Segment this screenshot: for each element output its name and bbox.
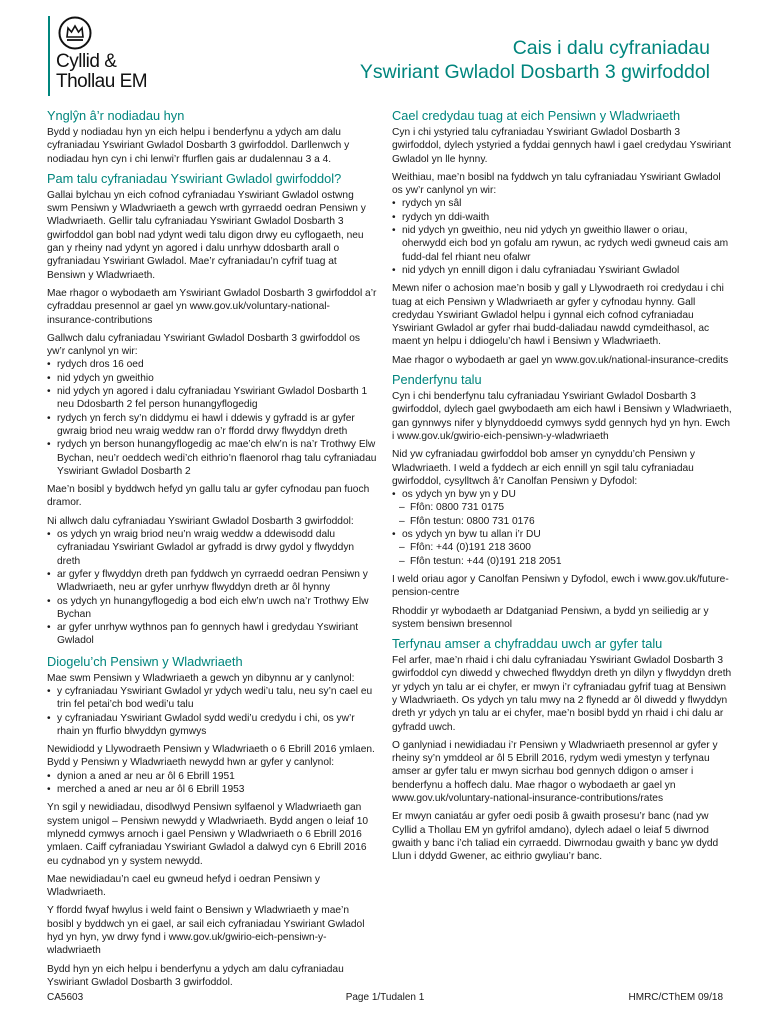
paragraph: Cyn i chi benderfynu talu cyfraniadau Yswiriant Gwladol Dosbarth 3 gwirfoddol, dylech gael gwybodaeth am eich hawl i Bensiwn y Wladwriaeth, gan gynnwys nifer y blynyddoedd cymwys sydd gennych hyd yn hyn. Ewch i www.gov.uk/gwirio-eich-pensiwn-y-wladwriaeth	[392, 391, 732, 442]
paragraph: Mewn nifer o achosion mae’n bosib y gall y Llywodraeth roi credydau i chi tuag at eich Pensiwn y Wladwriaeth ar gyfer y cyfnodau hynny. Gall credydau Yswiriant Gwladol helpu i gynnal eich cofnod cyfraniadau Yswiriant Gwladol ar gyfer rhai budd-daliadau nawdd cymdeithasol, ac maent yn helpu i ddiogelu’ch hawl i Bensiwn y Wladwriaeth.	[392, 283, 724, 348]
paragraph: O ganlyniad i newidiadau i’r Pensiwn y Wladwriaeth presennol ar gyfer y rheiny sy’n ymddeol ar ôl 5 Ebrill 2016, rydym wedi ymestyn y terfynau amser ar gyfer talu er mwyn sicrhau bod gennych ddigon o amser i benderfynu a hoffech dalu. Mae rhagor o wybodaeth ar gael yn www.gov.uk/voluntary-national-insurance-contributions/rates	[392, 739, 718, 805]
list-item: • os ydych yn byw tu allan i’r DU	[392, 528, 732, 541]
list-item: • nid ydych yn agored i dalu cyfraniadau Yswiriant Gwladol Dosbarth 1 neu Ddosbarth 2 fel person hunangyflogedig	[47, 385, 377, 412]
paragraph: Yn sgil y newidiadau, disodlwyd Pensiwn sylfaenol y Wladwriaeth gan system unigol – Pensiwn newydd y Wladwriaeth. Bydd angen o leiaf 10 mlynedd cymwys arnoch i gael Pensiwn y Wladwriaeth o 6 Ebrill 2016 ymlaen. Caiff cyfraniadau Yswiriant Gwladol a dalwyd cyn 6 Ebrill 2016 eu cydnabod yn y system newydd.	[47, 802, 369, 867]
list-item: • os ydych yn hunangyflogedig a bod eich elw’n uwch na’r Trothwy Elw Bychan	[47, 595, 377, 622]
paragraph: Cyn i chi ystyried talu cyfraniadau Yswiriant Gwladol Dosbarth 3 gwirfoddol, dylech ystyried a fyddai gennych hawl i gael credydau Yswiriant Gwladol yn lle hynny.	[392, 127, 732, 165]
list-item: • y cyfraniadau Yswiriant Gwladol sydd wedi’u credydu i chi, os yw’r rhain yn ffurfio blwyddyn gymwys	[47, 712, 377, 739]
list-item: • rydych dros 16 oed	[47, 358, 377, 371]
paragraph: Mae swm Pensiwn y Wladwriaeth a gewch yn dibynnu ar y canlynol:	[47, 672, 355, 684]
list-item: • ar gyfer unrhyw wythnos pan fo gennych hawl i gredydau Yswiriant Gwladol	[47, 621, 377, 648]
list-item: • rydych yn ferch sy’n diddymu ei hawl i ddewis y gyfradd is ar gyfer gwraig briod neu wraig weddw ran o’r ffordd drwy flwyddyn dreth	[47, 412, 377, 439]
right-column	[392, 108, 732, 869]
footer-reference: HMRC/CThEM 09/18	[628, 992, 723, 1003]
phone-line: – Ffôn: +44 (0)191 218 3600	[392, 541, 732, 554]
phone-line: – Ffôn testun: +44 (0)191 218 2051	[392, 555, 732, 568]
paragraph: Mae newidiadau’n cael eu gwneud hefyd i oedran Pensiwn y Wladwriaeth.	[47, 873, 320, 899]
heading-why-pay: Pam talu cyfraniadau Yswiriant Gwladol gwirfoddol?	[47, 170, 342, 186]
paragraph: Mae rhagor o wybodaeth ar gael yn www.gov.uk/national-insurance-credits	[392, 354, 729, 366]
logo-text	[56, 52, 147, 92]
paragraph: Nid yw cyfraniadau gwirfoddol bob amser yn cynyddu’ch Pensiwn y Wladwriaeth. I weld a fyddech ar eich ennill yn sgil talu cyfraniadau gwirfoddol, cysylltwch â’r Canolfan Pensiwn y Dyfodol:	[392, 449, 695, 487]
contact-abroad-list	[392, 541, 732, 568]
list-item: • rydych yn berson hunangyflogedig ac mae’ch elw’n is na’r Trothwy Elw Bychan, neu’r oeddech wedi’ch eithrio’n flaenorol rhag talu cyfraniadau Yswiriant Gwladol Dosbarth 2	[47, 438, 377, 478]
crown-crest-icon	[58, 16, 92, 50]
paragraph: I weld oriau agor y Canolfan Pensiwn y Dyfodol, ewch i www.gov.uk/future-pension-centre	[392, 573, 729, 599]
form-code: CA5603	[47, 992, 84, 1003]
left-column	[47, 108, 377, 994]
phone-line: – Ffôn testun: 0800 731 0176	[392, 515, 732, 528]
page-number: Page 1/Tudalen 1	[345, 992, 425, 1003]
paragraph: Y ffordd fwyaf hwylus i weld faint o Bensiwn y Wladwriaeth y mae’n bosibl y byddwch yn ei gael, ar sail eich cyfraniadau Yswiriant Gwladol hyd yn hyn, yw drwy fynd i www.gov.uk/gwirio-eich-pensiwn-y-wladwriaeth	[47, 905, 365, 957]
list-item: • os ydych yn wraig briod neu’n wraig weddw a ddewisodd dalu cyfraniadau Yswiriant Gwladol ar gyfradd is drwy gydol y flwyddyn dreth	[47, 528, 377, 568]
list-item: • os ydych yn byw yn y DU	[392, 488, 732, 501]
paragraph: Mae rhagor o wybodaeth am Yswiriant Gwladol Dosbarth 3 gwirfoddol a’r cyfraddau presennol ar gael yn www.gov.uk/voluntary-national-insurance-contributions	[47, 287, 377, 326]
paragraph: Rhoddir yr wybodaeth ar Ddatganiad Pensiwn, a bydd yn seiliedig ar y system bensiwn bresennol	[392, 605, 709, 630]
contact-uk-list	[392, 501, 732, 528]
paragraph: Fel arfer, mae’n rhaid i chi dalu cyfraniadau Yswiriant Gwladol Dosbarth 3 gwirfoddol cyn diwedd y chweched flwyddyn dreth yn dilyn y flwyddyn dreth yr ydych yn talu ar ei chyfer, er mwyn i’r cyfraniadau gyfrif tuag at Bensiwn y Wladwriaeth. Os ydych yn talu mwy na 2 flynedd ar ôl diwedd y flwyddyn dreth yr ydych yn talu ar ei chyfer, mae’n bosibl bydd yn rhaid i chi dalu ar gyfradd uwch.	[392, 655, 732, 733]
paragraph: Newidiodd y Llywodraeth Pensiwn y Wladwriaeth o 6 Ebrill 2016 ymlaen. Bydd y Pensiwn y Wladwriaeth newydd hwn ar gyfer y canlynol:	[47, 744, 375, 769]
heading-time-limits: Terfynau amser a chyfraddau uwch ar gyfer talu	[392, 636, 663, 652]
list-item: • dynion a aned ar neu ar ôl 6 Ebrill 1951	[47, 770, 377, 783]
list-item: • rydych yn sâl	[392, 197, 732, 210]
paragraph: Gallwch dalu cyfraniadau Yswiriant Gwladol Dosbarth 3 gwirfoddol os yw’r canlynol yn wir:	[47, 332, 360, 358]
list-item: • nid ydych yn ennill digon i dalu cyfraniadau Yswiriant Gwladol	[392, 264, 732, 277]
contact-list	[392, 528, 732, 541]
paragraph: Ni allwch dalu cyfraniadau Yswiriant Gwladol Dosbarth 3 gwirfoddol:	[47, 515, 354, 527]
heading-protect-pension: Diogelu’ch Pensiwn y Wladwriaeth	[47, 653, 243, 669]
paragraph: Bydd hyn yn eich helpu i benderfynu a ydych am dalu cyfraniadau Yswiriant Gwladol Dosbarth 3 gwirfoddol.	[47, 963, 344, 988]
paragraph: Mae’n bosibl y byddwch hefyd yn gallu talu ar gyfer cyfnodau pan fuoch dramor.	[47, 484, 370, 509]
birthdate-list	[47, 770, 377, 797]
logo-bar	[48, 16, 50, 96]
credits-list	[392, 197, 732, 277]
pension-depends-list	[47, 685, 377, 738]
contact-list	[392, 488, 732, 501]
eligibility-list	[47, 358, 377, 478]
hmrc-logo	[48, 16, 178, 96]
phone-line: – Ffôn: 0800 731 0175	[392, 501, 732, 514]
list-item: • nid ydych yn gweithio	[47, 372, 377, 385]
page-title	[360, 36, 710, 84]
title-line-2: Yswiriant Gwladol Dosbarth 3 gwirfoddol	[359, 61, 710, 83]
logo-line-1: Cyllid &	[56, 51, 117, 72]
paragraph: Bydd y nodiadau hyn yn eich helpu i benderfynu a ydych am dalu cyfraniadau Yswiriant Gwladol Dosbarth 3 gwirfoddol. Darllenwch y nodiadau hyn cyn i chi lenwi’r ffurflen gais ar dudalennau 3 a 4.	[47, 127, 350, 165]
heading-deciding-to-pay: Penderfynu talu	[392, 372, 482, 388]
logo-line-2: Thollau EM	[56, 71, 148, 92]
ineligibility-list	[47, 528, 377, 648]
list-item: • nid ydych yn gweithio, neu nid ydych yn gweithio llawer o oriau, oherwydd eich bod yn gofalu am rywun, ac rydych wedi gwneud cais am fudd-dal fel rhiant neu ofalwr	[392, 224, 732, 264]
paragraph: Gallai bylchau yn eich cofnod cyfraniadau Yswiriant Gwladol ostwng swm Pensiwn y Wladwriaeth a gewch wrth gyrraedd oedran Pensiwn y Wladwriaeth. Gellir talu cyfraniadau Yswiriant Gwladol Dosbarth 3 gwirfoddol gan bobl nad ydynt wedi talu digon drwy eu cyflogaeth, neu gan y rheiny nad ydynt yn agored i dalu unrhyw ddosbarth arall o gyfraniadau Yswiriant Gwladol. Mae’r cyfraniadau’n cyfrif tuag at Bensiwn y Wladwriaeth.	[47, 189, 366, 281]
list-item: • rydych yn ddi-waith	[392, 211, 732, 224]
list-item: • merched a aned ar neu ar ôl 6 Ebrill 1953	[47, 783, 377, 796]
list-item: • y cyfraniadau Yswiriant Gwladol yr ydych wedi’u talu, neu sy’n cael eu trin fel petai’ch bod wedi’u talu	[47, 685, 377, 712]
list-item: • ar gyfer y flwyddyn dreth pan fyddwch yn cyrraedd oedran Pensiwn y Wladwriaeth, neu ar gyfer unrhyw flwyddyn dreth ar ôl hynny	[47, 568, 377, 595]
title-line-1: Cais i dalu cyfraniadau	[512, 37, 710, 59]
paragraph: Er mwyn caniatáu ar gyfer oedi posib â gwaith prosesu’r banc (nad yw Cyllid a Thollau EM yn gyfrifol amdano), dylech adael o leiaf 5 diwrnod gwaith y banc i’ch taliad ein cyrraedd. Diwrnodau gwaith y banc yw dydd Llun i ddydd Gwener, ac eithrio gwyliau’r banc.	[392, 811, 719, 863]
heading-about-notes: Ynglŷn â’r nodiadau hyn	[47, 108, 185, 123]
heading-credits: Cael credydau tuag at eich Pensiwn y Wladwriaeth	[392, 108, 681, 123]
paragraph: Weithiau, mae’n bosibl na fyddwch yn talu cyfraniadau Yswiriant Gwladol os yw’r canlynol yn wir:	[392, 171, 721, 197]
